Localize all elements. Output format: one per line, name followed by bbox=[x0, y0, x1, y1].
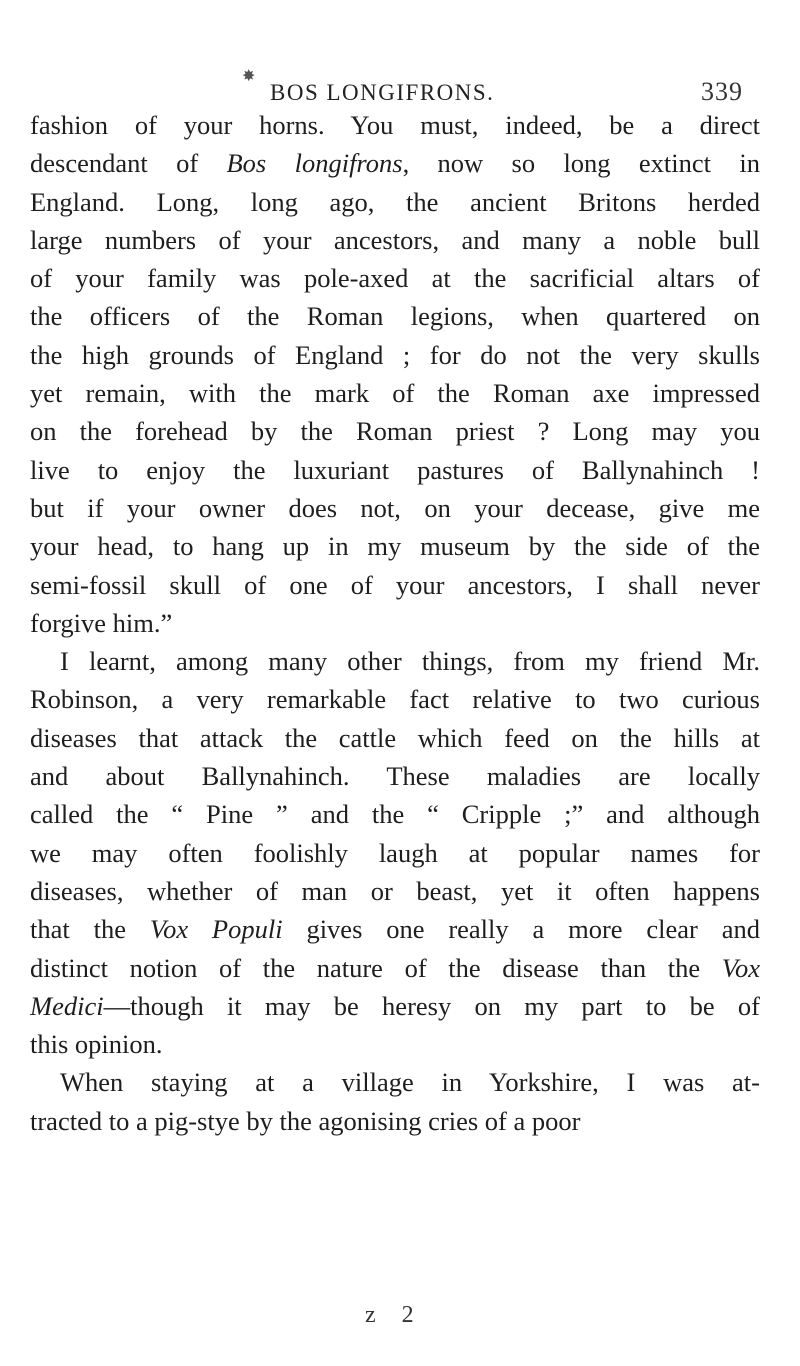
paragraph-3 bbox=[30, 1063, 760, 1140]
text-line bbox=[30, 795, 760, 833]
signature-mark: z 2 bbox=[365, 1302, 424, 1328]
page-number: 339 bbox=[701, 77, 743, 106]
text-run: —though it may be heresy on my part to be of bbox=[103, 990, 760, 1021]
text-run: and about Ballynahinch. These maladies are locally bbox=[30, 761, 760, 792]
text-run: When staying at a village in Yorkshire, I was at- bbox=[60, 1067, 760, 1098]
text-run: England. Long, long ago, the ancient Britons herded bbox=[30, 186, 760, 217]
text-run: fashion of your horns. You must, indeed, be a direct bbox=[30, 110, 760, 140]
text-line bbox=[30, 910, 760, 948]
text-run: that the bbox=[30, 914, 150, 945]
printer-mark: ✸ bbox=[242, 66, 256, 85]
text-line bbox=[30, 374, 760, 412]
text-line bbox=[30, 297, 760, 335]
text-run: yet remain, with the mark of the Roman axe impressed bbox=[30, 378, 760, 409]
text-line bbox=[30, 757, 760, 795]
text-line bbox=[30, 642, 760, 680]
text-line bbox=[30, 336, 760, 374]
text-run: live to enjoy the luxuriant pastures of Ballynahinch ! bbox=[30, 454, 760, 485]
paragraph-2 bbox=[30, 642, 760, 1063]
text-line bbox=[30, 949, 760, 987]
text-run: large numbers of your ancestors, and many a noble bull bbox=[30, 224, 760, 255]
text-run: diseases, whether of man or beast, yet it often happens bbox=[30, 875, 760, 906]
italic-text: Bos longifrons bbox=[226, 148, 403, 179]
text-run: but if your owner does not, on your decease, give me bbox=[30, 492, 760, 523]
text-run: diseases that attack the cattle which feed on the hills at bbox=[30, 722, 760, 753]
text-run: Robinson, a very remarkable fact relative to two curious bbox=[30, 684, 760, 715]
text-run: called the “ Pine ” and the “ Cripple ;” and although bbox=[30, 799, 760, 830]
text-line bbox=[30, 259, 760, 297]
body-text bbox=[30, 106, 760, 1140]
text-run: of your family was pole-axed at the sacrificial altars of bbox=[30, 263, 760, 294]
running-head-title: BOS LONGIFRONS. bbox=[270, 80, 495, 105]
text-line bbox=[30, 1063, 760, 1101]
text-line bbox=[30, 604, 760, 642]
text-line bbox=[30, 412, 760, 450]
text-line bbox=[30, 144, 760, 182]
text-run: semi-fossil skull of one of your ancestors, I shall never bbox=[30, 569, 760, 600]
text-line bbox=[30, 719, 760, 757]
text-run: we may often foolishly laugh at popular names for bbox=[30, 837, 760, 868]
text-run: your head, to hang up in my museum by the side of the bbox=[30, 531, 760, 562]
text-run: on the forehead by the Roman priest ? Long may you bbox=[30, 416, 760, 447]
italic-text: Vox Populi bbox=[149, 914, 283, 945]
text-run: the officers of the Roman legions, when quartered on bbox=[30, 301, 760, 332]
text-run: , now so long extinct in bbox=[402, 148, 760, 179]
text-run: gives one really a more clear and bbox=[282, 914, 760, 945]
text-line bbox=[30, 1102, 760, 1140]
text-line bbox=[30, 183, 760, 221]
text-run: distinct notion of the nature of the disease than the bbox=[30, 952, 722, 983]
text-line bbox=[30, 451, 760, 489]
text-line bbox=[30, 987, 760, 1025]
text-line bbox=[30, 566, 760, 604]
text-line bbox=[30, 527, 760, 565]
text-line bbox=[30, 680, 760, 718]
text-run: the high grounds of England ; for do not the very skulls bbox=[30, 339, 760, 370]
text-run: this opinion. bbox=[30, 1029, 163, 1060]
text-line bbox=[30, 221, 760, 259]
text-line bbox=[30, 106, 760, 144]
text-line bbox=[30, 834, 760, 872]
text-run: descendant of bbox=[30, 148, 227, 179]
text-run: tracted to a pig-stye by the agonising cries of a poor bbox=[30, 1105, 581, 1136]
text-run: I learnt, among many other things, from my friend Mr. bbox=[60, 646, 760, 677]
italic-text: Vox bbox=[721, 952, 760, 983]
text-line bbox=[30, 1025, 760, 1063]
text-line bbox=[30, 872, 760, 910]
paragraph-1 bbox=[30, 106, 760, 642]
text-run: forgive him.” bbox=[30, 607, 173, 638]
italic-text: Medici bbox=[30, 990, 104, 1021]
text-line bbox=[30, 489, 760, 527]
